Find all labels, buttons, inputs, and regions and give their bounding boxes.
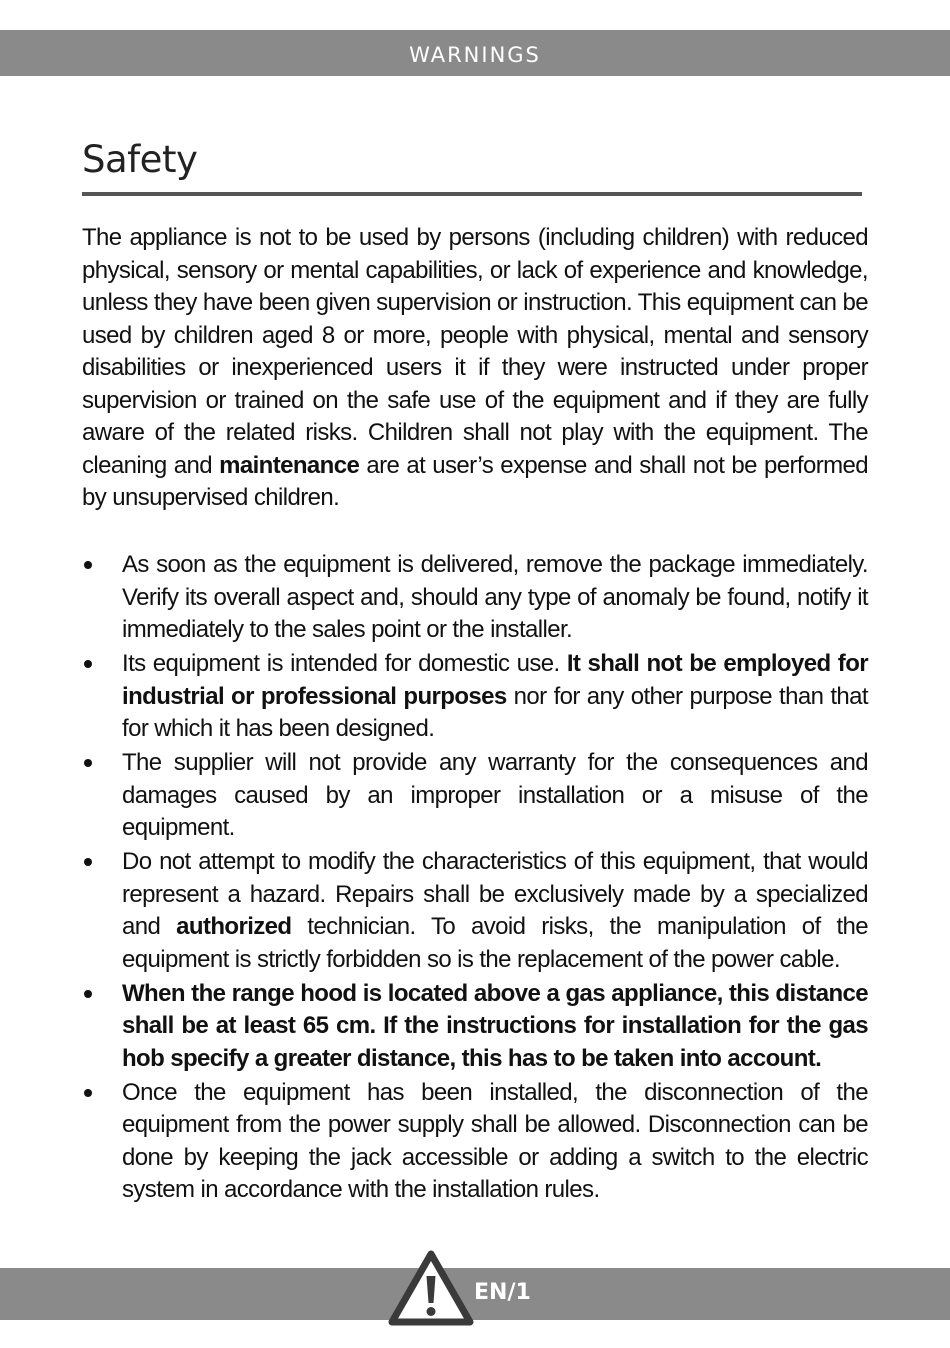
bullet-item-warranty xyxy=(82,747,868,845)
bullet-bold-text: When the range hood is located above a gas appliance, this distance shall be at least 65 cm. If the instructions for installation for the gas hob specify a greater distance, this has to be taken into account. xyxy=(122,979,868,1072)
intro-bold-maintenance: maintenance xyxy=(219,451,360,479)
section-divider xyxy=(82,192,862,196)
bullet-dot-icon xyxy=(84,561,92,569)
safety-bullet-list xyxy=(82,549,868,1208)
header-banner xyxy=(0,30,950,76)
bullet-text-start: Its equipment is intended for domestic use. xyxy=(122,650,567,677)
bullet-item-disconnection xyxy=(82,1077,868,1207)
page-number: EN/1 xyxy=(474,1280,531,1305)
bullet-text: As soon as the equipment is delivered, remove the package immediately. Verify its overall aspect and, should any type of anomaly be found, notify it immediately to the sales point or the installer. xyxy=(122,551,868,643)
bullet-dot-icon xyxy=(84,1089,92,1097)
bullet-item-domestic-use xyxy=(82,648,868,746)
bullet-dot-icon xyxy=(84,990,92,998)
intro-text-start: The appliance is not to be used by persons (including children) with reduced physical, sensory or mental capabilities, or lack of experience and knowledge, unless they have been given supervision or instruction. This equipment can be used by children aged 8 or more, people with physical, mental and sensory disabilities or inexperienced users it if they were instructed under proper supervision or trained on the safe use of the equipment and if they are fully aware of the related risks. Children shall not play with the equipment. The cleaning and xyxy=(82,224,868,479)
bullet-item-modification xyxy=(82,846,868,976)
bullet-dot-icon xyxy=(84,660,92,668)
bullet-dot-icon xyxy=(84,759,92,767)
bullet-item-gas-distance xyxy=(82,978,868,1076)
warning-triangle-icon xyxy=(388,1250,474,1326)
bullet-text-start: Do not attempt to modify the characteristics of this equipment, that would represent a hazard. Repairs shall be exclusively made by a specialized and xyxy=(122,848,868,940)
bullet-item-delivery xyxy=(82,549,868,647)
bullet-bold-text: authorized xyxy=(176,913,292,940)
section-title: Safety xyxy=(82,138,198,181)
header-title: WARNINGS xyxy=(409,43,541,67)
bullet-text-end: nor for any other purpose than that for which it has been designed. xyxy=(122,682,868,742)
bullet-text: The supplier will not provide any warranty for the consequences and damages caused by an improper installation or a misuse of the equipment. xyxy=(122,749,868,841)
bullet-dot-icon xyxy=(84,858,92,866)
bullet-text-end: technician. To avoid risks, the manipulation of the equipment is strictly forbidden so is the replacement of the power cable. xyxy=(122,913,869,973)
bullet-bold-text: It shall not be employed for industrial or professional purposes xyxy=(122,650,868,710)
intro-text-end: are at user’s expense and shall not be performed by unsupervised children. xyxy=(82,451,868,511)
bullet-text: Once the equipment has been installed, the disconnection of the equipment from the power supply shall be allowed. Disconnection can be done by keeping the jack accessible or adding a switch to the electric system in accordance with the installation rules. xyxy=(122,1078,868,1203)
intro-paragraph xyxy=(82,222,868,515)
